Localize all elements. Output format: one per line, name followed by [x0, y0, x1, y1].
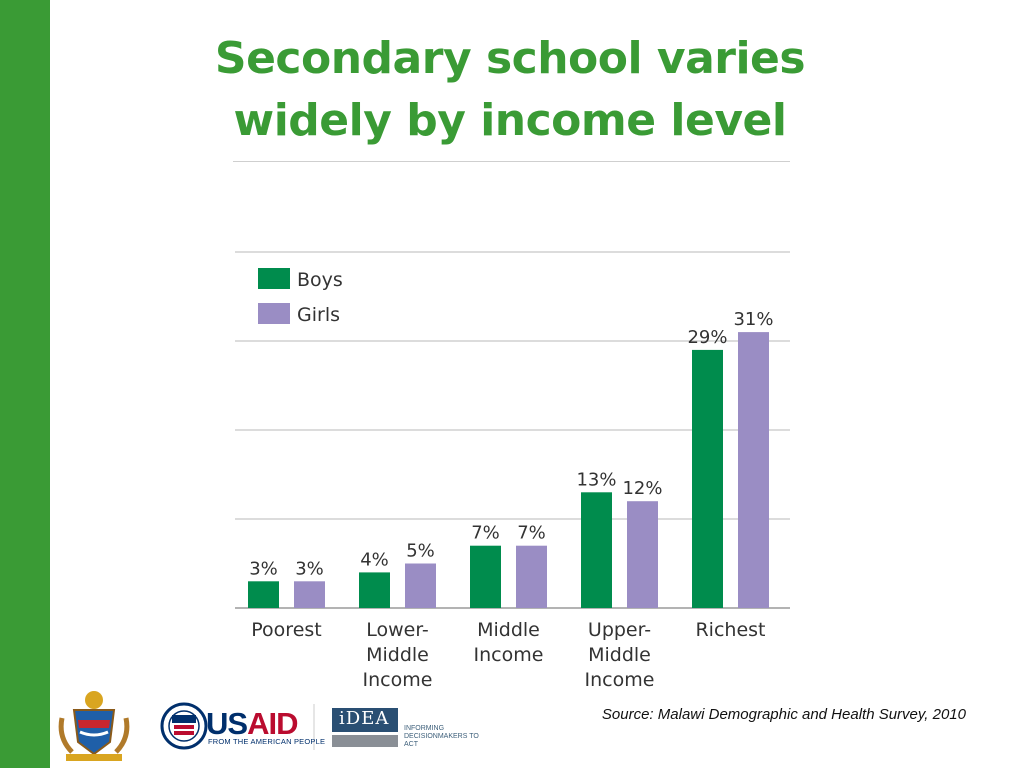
legend-label: Girls	[297, 304, 340, 326]
bar-boys	[248, 581, 279, 608]
category-label: Upper-	[587, 619, 652, 641]
category-label: Lower-	[366, 619, 429, 641]
bar-boys	[581, 492, 612, 608]
source-note: Source: Malawi Demographic and Health Survey, 2010	[601, 706, 966, 723]
data-label: 3%	[295, 558, 324, 580]
bar-girls	[627, 501, 658, 608]
idea-tagline: INFORMING DECISIONMAKERS TO ACT	[404, 725, 479, 748]
bar-girls	[294, 581, 325, 608]
title-line-1: Secondary school varies	[214, 33, 806, 84]
data-label: 12%	[622, 478, 663, 500]
title-line-2: widely by income level	[233, 95, 787, 146]
data-label: 31%	[733, 309, 774, 331]
bar-boys	[692, 350, 723, 608]
legend-swatch-boys	[258, 268, 290, 289]
legend-swatch-girls	[258, 303, 290, 324]
data-label: 7%	[471, 522, 500, 544]
bar-girls	[516, 546, 547, 608]
usaid-tagline: FROM THE AMERICAN PEOPLE	[208, 737, 326, 746]
coat-of-arms-icon	[61, 691, 127, 761]
category-label: Middle	[366, 644, 429, 666]
legend-label: Boys	[297, 269, 343, 291]
bar-boys	[470, 546, 501, 608]
usaid-seal-icon	[162, 704, 206, 748]
idea-wordmark: iDEA	[339, 708, 390, 729]
category-label: Richest	[695, 619, 766, 641]
category-label: Middle	[588, 644, 651, 666]
category-label: Income	[362, 669, 433, 691]
data-label: 5%	[406, 540, 435, 562]
category-label: Income	[473, 644, 544, 666]
data-label: 7%	[517, 522, 546, 544]
category-label: Middle	[477, 619, 540, 641]
bar-boys	[359, 572, 390, 608]
category-label: Income	[584, 669, 655, 691]
data-label: 13%	[576, 469, 617, 491]
category-label: Poorest	[251, 619, 322, 641]
bar-girls	[405, 564, 436, 609]
usaid-wordmark: USAID	[206, 706, 298, 741]
data-label: 3%	[249, 558, 278, 580]
data-label: 4%	[360, 549, 389, 571]
data-label: 29%	[687, 326, 728, 348]
bar-girls	[738, 332, 769, 608]
